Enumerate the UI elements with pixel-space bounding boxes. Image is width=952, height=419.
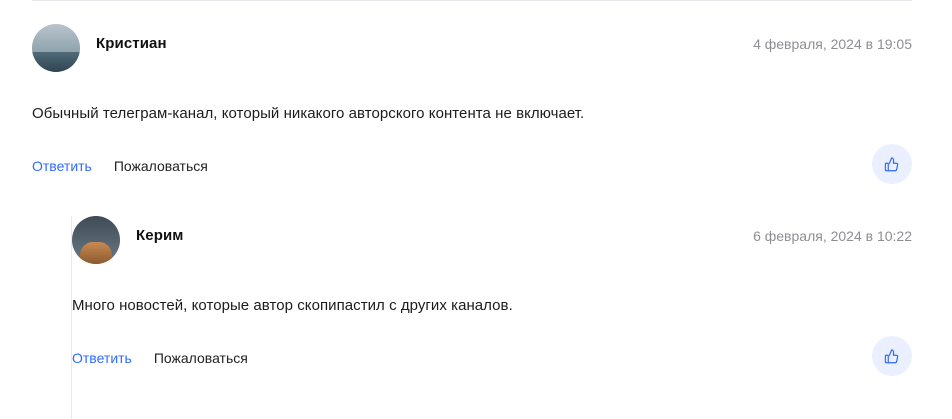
avatar-person-icon <box>72 216 120 264</box>
like-button[interactable] <box>872 144 912 184</box>
reply-button[interactable]: Ответить <box>32 158 92 174</box>
avatar-seascape-icon <box>32 24 80 72</box>
avatar-figure <box>80 242 112 264</box>
like-button[interactable] <box>872 336 912 376</box>
comment-header <box>72 216 912 264</box>
comment-text: Много новостей, которые автор скопипастил с других каналов. <box>72 297 513 314</box>
comment-date: 6 февраля, 2024 в 10:22 <box>753 228 912 244</box>
top-divider <box>32 0 912 1</box>
comment-author: Керим <box>136 227 184 244</box>
report-button[interactable]: Пожаловаться <box>153 350 248 366</box>
comment-actions <box>72 350 248 366</box>
comment-header <box>32 24 912 72</box>
comment-root <box>32 24 912 174</box>
report-button[interactable]: Пожаловаться <box>113 158 208 174</box>
reply-button[interactable]: Ответить <box>72 350 132 366</box>
comment-date: 4 февраля, 2024 в 19:05 <box>753 36 912 52</box>
thumbs-up-icon <box>883 155 901 173</box>
comment-text: Обычный телеграм-канал, который никакого авторского контента не включает. <box>32 105 585 122</box>
avatar-sea <box>32 52 80 72</box>
thumbs-up-icon <box>883 347 901 365</box>
comment-reply <box>72 216 912 366</box>
comment-author: Кристиан <box>96 35 167 52</box>
comment-actions <box>32 158 208 174</box>
avatar-sky <box>32 24 80 52</box>
